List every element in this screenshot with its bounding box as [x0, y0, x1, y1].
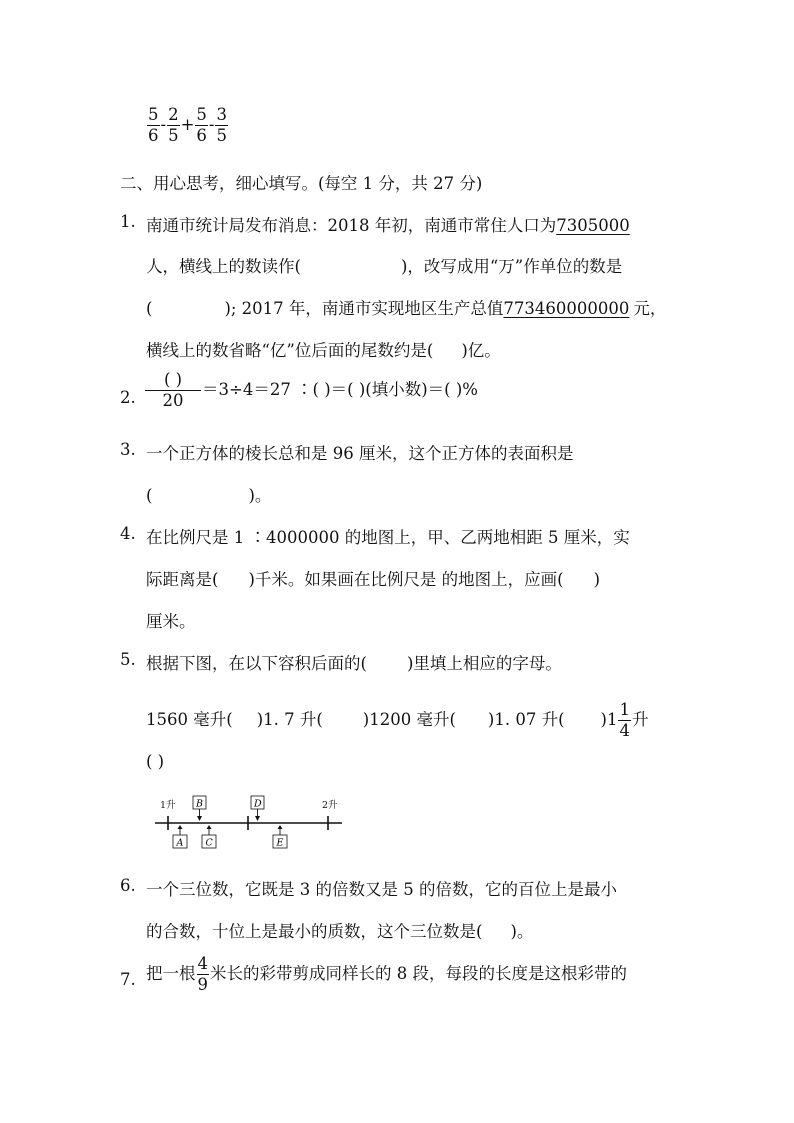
q3-number: 3.: [120, 440, 136, 459]
fraction: $\frac{4}{9}$: [197, 954, 208, 994]
underlined-number: 773460000000: [503, 299, 630, 318]
plus-sign: +: [180, 115, 195, 134]
q5-number: 5.: [120, 650, 136, 669]
q1-line4: 横线上的数省略“亿”位后面的尾数约是( )亿。: [146, 341, 501, 360]
q7-line1: 把一根 $\frac{4}{9}$ 米长的彩带剪成同样长的 8 段，每段的长度是这根彩带的: [146, 954, 627, 994]
q2-line: [144, 372, 478, 409]
underlined-number: 7305000: [556, 216, 630, 235]
q2-equation: ＝3÷4＝27 ∶( )＝( )(填小数)＝( )%: [202, 380, 478, 399]
marker-b: [193, 796, 206, 821]
marker-e: [273, 825, 287, 849]
q1-number: 1.: [120, 212, 136, 231]
q4-line3: 厘米。: [146, 612, 196, 631]
q5-line3: ( ): [146, 752, 165, 771]
q4-line1: 在比例尺是 1 ∶4000000 的地图上，甲、乙两地相距 5 厘米，实: [146, 528, 630, 547]
q1-line3: ( ); 2017 年，南通市实现地区生产总值773460000000 元，: [146, 299, 667, 318]
svg-text:D: D: [254, 798, 262, 810]
q4-line2: 际距离是( )千米。如果画在比例尺是 的地图上，应画( ): [146, 570, 600, 589]
top-expression: [146, 107, 229, 144]
label-2-liter: 2升: [322, 800, 338, 811]
q3-line1: 一个正方体的棱长总和是 96 厘米，这个正方体的表面积是: [146, 444, 574, 463]
minus-sign: -: [160, 115, 167, 134]
svg-text:A: A: [176, 837, 184, 849]
q4-number: 4.: [120, 524, 136, 543]
svg-text:B: B: [196, 798, 203, 810]
fraction: $\frac{2}{5}$: [168, 105, 179, 145]
svg-text:E: E: [276, 837, 284, 849]
fraction-blank: $\frac{( )}{20}$: [145, 372, 201, 409]
marker-d: [251, 796, 264, 821]
q2-number: 2.: [120, 388, 136, 407]
q7-number: 7.: [120, 970, 136, 989]
marker-c: [202, 825, 216, 849]
q5-items: 1560 毫升( )1. 7 升( )1200 毫升( )1. 07 升( )1 $\frac{1}{4}$ 升: [146, 700, 649, 740]
q6-line2: 的合数，十位上是最小的质数，这个三位数是( )。: [146, 922, 534, 941]
q5-line1: 根据下图，在以下容积后面的( )里填上相应的字母。: [146, 654, 562, 673]
q6-line1: 一个三位数，它既是 3 的倍数又是 5 的倍数，它的百位上是最小: [146, 880, 617, 899]
section-title: 二、用心思考，细心填写。(每空 1 分，共 27 分): [120, 174, 483, 193]
label-1-liter: 1升: [160, 800, 176, 811]
fraction: $\frac{1}{4}$: [619, 700, 630, 740]
fraction: $\frac{3}{5}$: [216, 105, 227, 145]
fraction: $\frac{5}{6}$: [196, 105, 207, 145]
svg-text:C: C: [205, 837, 213, 849]
minus-sign: -: [208, 115, 215, 134]
capacity-number-line: [150, 792, 350, 852]
q3-line2: ( )。: [146, 486, 272, 505]
q6-number: 6.: [120, 876, 136, 895]
q1-line2: 人，横线上的数读作( )，改写成用“万”作单位的数是: [146, 257, 623, 276]
q1-line1: 南通市统计局发布消息：2018 年初，南通市常住人口为7305000: [146, 216, 630, 235]
fraction: $\frac{5}{6}$: [148, 105, 159, 145]
marker-a: [173, 825, 187, 849]
